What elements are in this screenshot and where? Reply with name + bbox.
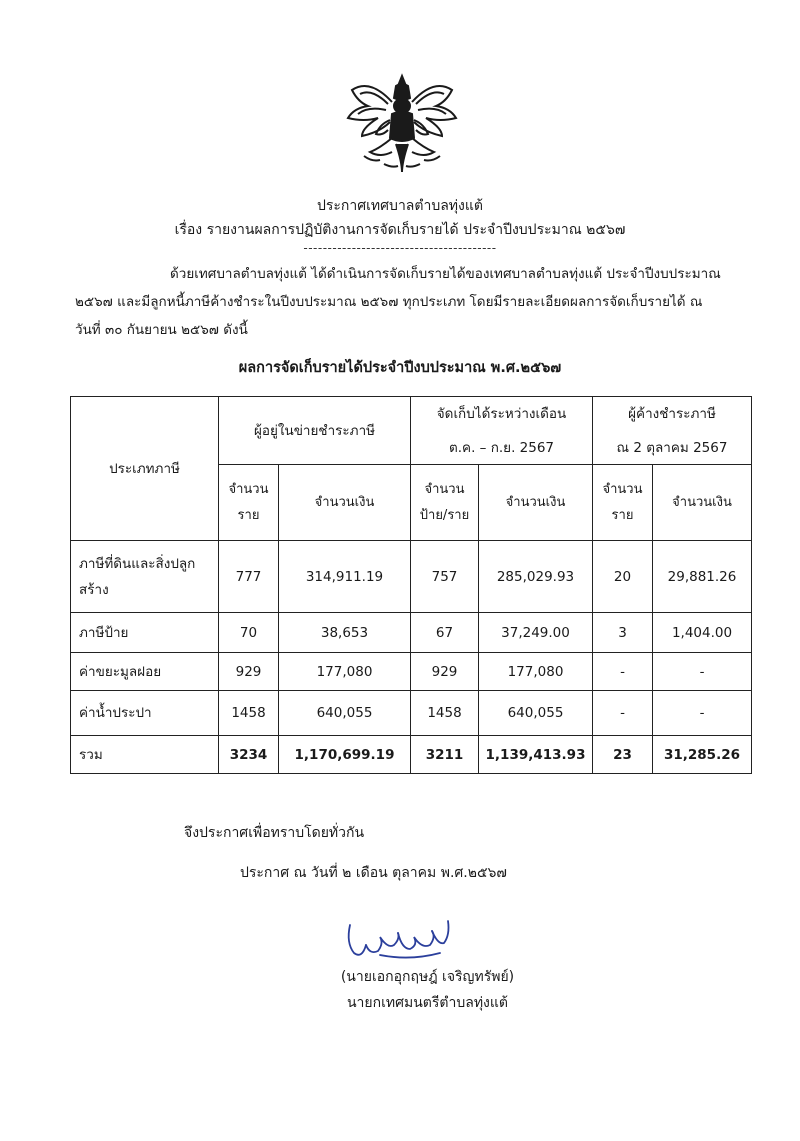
subheader-count-2-l1: จำนวน [424,481,465,497]
subheader-amount-2: จำนวนเงิน [479,465,593,541]
closing-statement: จึงประกาศเพื่อทราบโดยทั่วกัน [184,825,365,841]
header-collected-line2: ต.ค. – ก.ย. 2567 [448,439,555,456]
row-count-1: 929 [219,653,279,691]
table-title: ผลการจัดเก็บรายได้ประจำปีงบประมาณ พ.ศ.๒๕๖๗ [238,360,562,376]
row-amount-1: 38,653 [279,613,411,653]
separator-line: ---------------------------------------- [303,241,497,255]
header-tax-type: ประเภทภาษี [71,397,219,541]
table-row [71,653,752,691]
row-amount-3: - [653,653,752,691]
announcement-agency: ประกาศเทศบาลตำบลทุ่งแต้ [317,198,483,214]
announcement-date: ประกาศ ณ วันที่ ๒ เดือน ตุลาคม พ.ศ.๒๕๖๗ [240,865,507,881]
row-amount-3: 1,404.00 [653,613,752,653]
row-count-3: 3 [593,613,653,653]
header-outstanding-line1: ผู้ค้างชำระภาษี [628,405,716,422]
row-count-3: - [593,653,653,691]
total-amount-3: 31,285.26 [653,736,752,774]
row-type: ค่าขยะมูลฝอย [71,653,219,691]
row-count-1: 1458 [219,691,279,736]
header-collected-line1: จัดเก็บได้ระหว่างเดือน [436,405,567,422]
row-amount-2: 177,080 [479,653,593,691]
subheader-count-3-l2: ราย [611,507,634,523]
table-header-row [71,397,752,465]
intro-line-1: ด้วยเทศบาลตำบลทุ่งแต้ ได้ดำเนินการจัดเก็บรายได้ของเทศบาลตำบลทุ่งแต้ ประจำปีงบประมาณ [170,266,721,282]
total-count-3: 23 [593,736,653,774]
total-count-2: 3211 [411,736,479,774]
subheader-count-3-l1: จำนวน [602,481,643,497]
header-taxpayers: ผู้อยู่ในข่ายชำระภาษี [219,397,411,465]
signature-scribble [340,915,470,965]
row-type: ภาษีที่ดินและสิ่งปลูกสร้าง [71,541,219,613]
row-count-3: 20 [593,541,653,613]
subheader-count-2 [411,465,479,541]
signatory-position: นายกเทศมนตรีตำบลทุ่งแต้ [346,995,509,1011]
subheader-count-1-l2: ราย [237,507,260,523]
row-count-1: 777 [219,541,279,613]
subheader-count-1-l1: จำนวน [228,481,269,497]
total-amount-2: 1,139,413.93 [479,736,593,774]
table-row [71,613,752,653]
table-total-row [71,736,752,774]
row-count-2: 1458 [411,691,479,736]
row-amount-2: 285,029.93 [479,541,593,613]
row-type: ภาษีป้าย [71,613,219,653]
garuda-emblem-icon [340,72,464,184]
row-count-2: 67 [411,613,479,653]
row-amount-1: 177,080 [279,653,411,691]
header-outstanding [593,397,752,465]
table-row [71,541,752,613]
subheader-amount-1: จำนวนเงิน [279,465,411,541]
row-count-3: - [593,691,653,736]
row-count-1: 70 [219,613,279,653]
row-count-2: 929 [411,653,479,691]
row-amount-3: - [653,691,752,736]
total-count-1: 3234 [219,736,279,774]
row-type: ค่าน้ำประปา [71,691,219,736]
total-amount-1: 1,170,699.19 [279,736,411,774]
subheader-count-1 [219,465,279,541]
row-count-2: 757 [411,541,479,613]
header-outstanding-line2: ณ 2 ตุลาคม 2567 [616,439,728,456]
announcement-subject: เรื่อง รายงานผลการปฏิบัติงานการจัดเก็บรายได้ ประจำปีงบประมาณ ๒๕๖๗ [174,222,626,238]
signatory-name: (นายเอกอุกฤษฎ์ เจริญทรัพย์) [340,969,515,985]
revenue-table [70,396,752,774]
row-amount-2: 640,055 [479,691,593,736]
subheader-amount-3: จำนวนเงิน [653,465,752,541]
table-row [71,691,752,736]
intro-line-2: ๒๕๖๗ และมีลูกหนี้ภาษีค้างชำระในปีงบประมาณ ๒๕๖๗ ทุกประเภท โดยมีรายละเอียดผลการจัดเก็บรายได้ ณ [75,294,703,310]
row-amount-3: 29,881.26 [653,541,752,613]
header-collected [411,397,593,465]
row-amount-1: 640,055 [279,691,411,736]
intro-line-3: วันที่ ๓๐ กันยายน ๒๕๖๗ ดังนี้ [75,322,248,338]
subheader-count-3 [593,465,653,541]
subheader-count-2-l2: ป้าย/ราย [419,507,470,523]
row-amount-1: 314,911.19 [279,541,411,613]
total-label: รวม [71,736,219,774]
row-amount-2: 37,249.00 [479,613,593,653]
